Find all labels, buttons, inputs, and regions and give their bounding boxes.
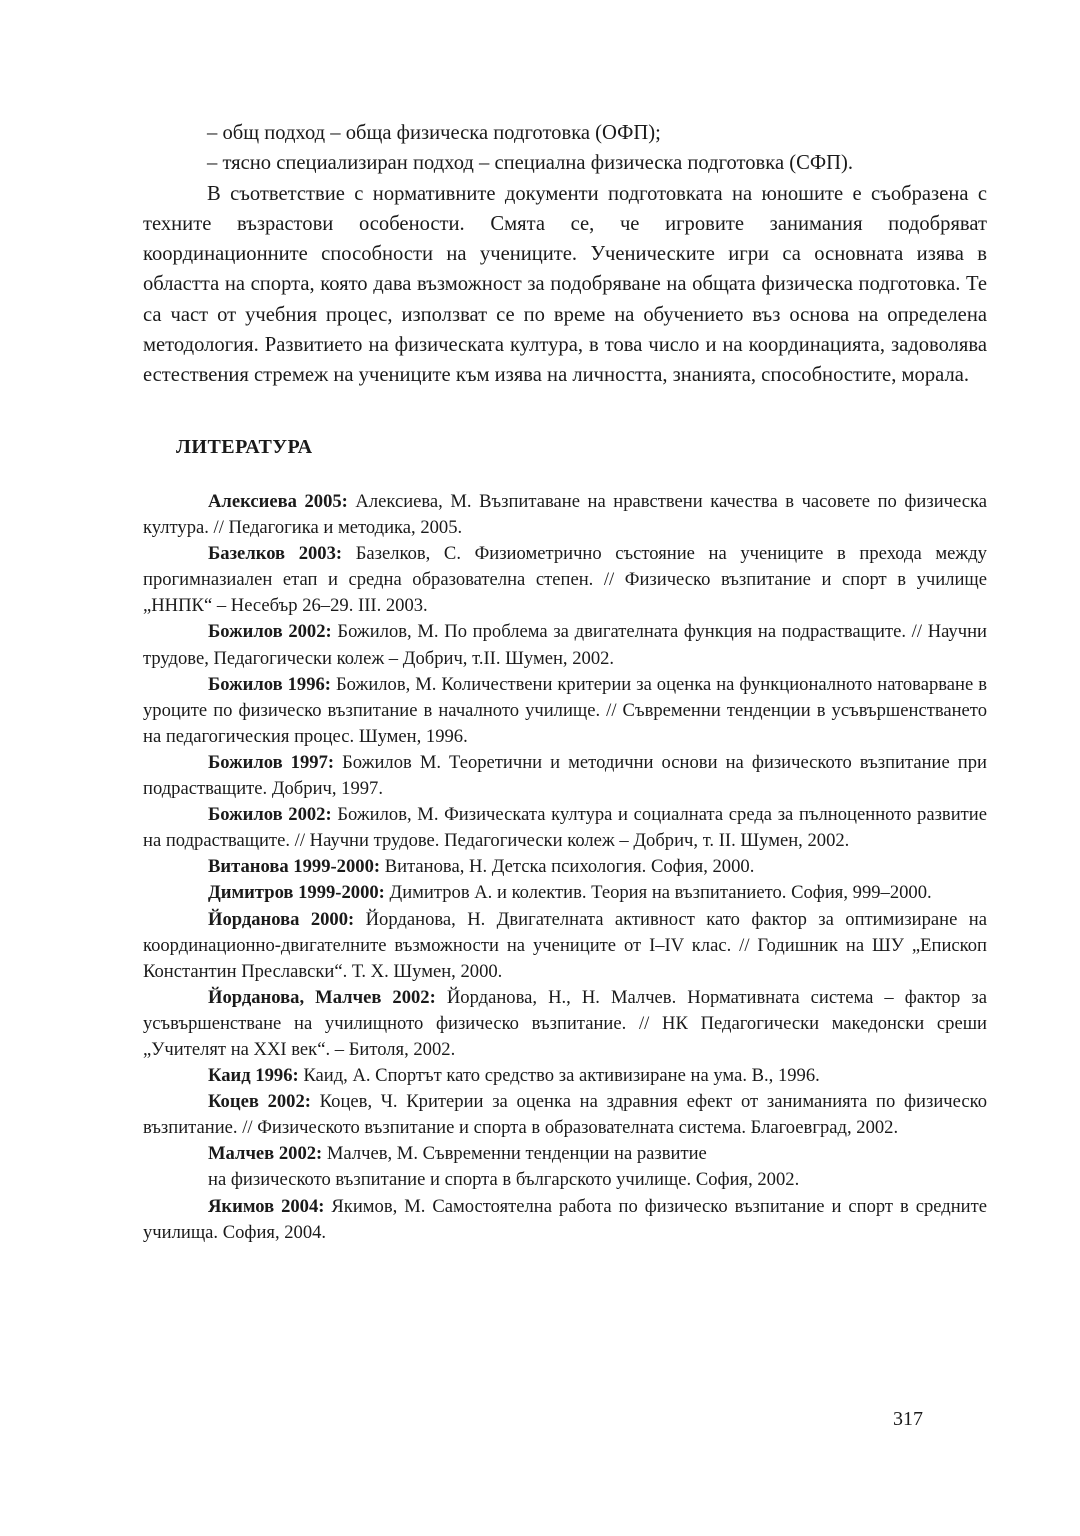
reference-text: Базелков, С. Физиометрично състояние на учениците в прехода между прогимназиален етап и средна образователна степен. // Физическо възпитание и спорт в училище „ННПК“ – Несебър 26–29. III. 2003. — [143, 543, 987, 617]
reference-text: Малчев, М. Съвременни тенденции на развитие — [322, 1143, 707, 1165]
body-paragraph: – тясно специализиран подход – специална физическа подготовка (СФП). — [207, 152, 854, 175]
body-paragraph: В съответствие с нормативните документи подготовката на юношите е съобразена с техните възрастови особености. Смята се, че игровите занимания подобряват координационните способности на учениците. Ученическите игри са основната изява в областта на спорта, която дава възможност за подобряване на общата физическа подготовка. Те са част от учебния процес, използват се по време на обучението въз основа на определена методология. Развитието на физическата култура, в това число и на координацията, задоволява естествения стремеж на учениците към изява на личността, знанията, способностите, морала. — [143, 182, 987, 387]
reference-key: Димитров 1999-2000: — [208, 882, 385, 904]
body-paragraph: – общ подход – обща физическа подготовка (ОФП); — [207, 122, 661, 144]
reference-item — [143, 541, 987, 619]
reference-item — [143, 750, 987, 802]
reference-text: Божилов, М. Физическата култура и социалната среда за пълноценното развитие на подрастващите. // Научни трудове. Педагогически колеж – Добрич, т. II. Шумен, 2002. — [143, 804, 987, 852]
reference-text: Божилов М. Теоретични и методични основи на физическото възпитание при подрастващите. Добрич, 1997. — [143, 751, 987, 800]
reference-text: Алексиева, М. Възпитаване на нравствени качества в часовете по физическа култура. // Педагогика и методика, 2005. — [143, 491, 987, 539]
reference-item — [143, 880, 987, 906]
reference-key: Малчев 2002: — [208, 1143, 323, 1165]
reference-key: Коцев 2002: — [208, 1091, 311, 1113]
reference-item — [143, 672, 987, 750]
reference-list — [143, 489, 987, 1246]
reference-text: Йорданова, Н., Н. Малчев. Нормативната система – фактор за усъвършенстване на училищното физическо възпитание. // НК Педагогически македонски среши „Учителят на ХХI век“. – Битоля, 2002. — [143, 986, 987, 1060]
reference-key: Йорданова, Малчев 2002: — [208, 986, 436, 1008]
reference-item — [143, 489, 987, 541]
reference-text: Каид, А. Спортът като средство за активизиране на ума. В., 1996. — [298, 1065, 820, 1087]
reference-text: Божилов, М. Количествени критерии за оценка на функционалното натоварване в уроците по физическо възпитание в началното училище. // Съвременни тенденции в усъвършенстването на педагогическия процес. Шумен, 1996. — [143, 673, 987, 747]
reference-item — [143, 1141, 987, 1167]
reference-text: Йорданова, Н. Двигателната активност като фактор за оптимизиране на координационно-двигателните възможности на учениците от I–IV клас. // Годишник на ШУ „Епископ Константин Преславски“. Т. Х. Шумен, 2000. — [143, 908, 987, 982]
reference-key: Базелков 2003: — [208, 543, 343, 565]
reference-key: Каид 1996: — [208, 1065, 299, 1087]
reference-key: Божилов 1997: — [208, 751, 335, 773]
literature-heading: ЛИТЕРАТУРА — [176, 436, 313, 458]
reference-key: Божилов 1996: — [208, 673, 331, 695]
reference-text: Якимов, М. Самостоятелна работа по физическо възпитание и спорт в средните училища. София, 2004. — [143, 1195, 987, 1243]
reference-text: Димитров А. и колектив. Теория на възпитанието. София, 999–2000. — [384, 882, 932, 904]
reference-continuation: на физическото възпитание и спорта в българското училище. София, 2002. — [208, 1169, 800, 1191]
reference-key: Йорданова 2000: — [208, 908, 355, 930]
reference-item — [143, 854, 987, 880]
reference-key: Божилов 2002: — [208, 621, 332, 643]
reference-item — [143, 802, 987, 854]
reference-text: Коцев, Ч. Критерии за оценка на здравния ефект от заниманията по физическо възпитание. // Физическото възпитание и спорта в образователната система. Благоевград, 2002. — [143, 1091, 987, 1139]
reference-item — [143, 907, 987, 985]
page-number: 317 — [893, 1408, 923, 1430]
reference-item — [143, 985, 987, 1063]
reference-text: Божилов, М. По проблема за двигателната функция на подрастващите. // Научни трудове, Педагогически колеж – Добрич, т.II. Шумен, 2002. — [143, 621, 987, 669]
reference-item — [143, 1089, 987, 1141]
reference-item — [143, 1063, 987, 1089]
body-text — [143, 118, 987, 391]
reference-key: Божилов 2002: — [208, 804, 332, 826]
reference-item — [143, 619, 987, 671]
reference-key: Алексиева 2005: — [208, 491, 348, 512]
reference-item — [143, 1194, 987, 1246]
reference-key: Якимов 2004: — [208, 1195, 325, 1217]
reference-key: Витанова 1999-2000: — [208, 856, 381, 878]
reference-text: Витанова, Н. Детска психология. София, 2000. — [380, 856, 755, 878]
